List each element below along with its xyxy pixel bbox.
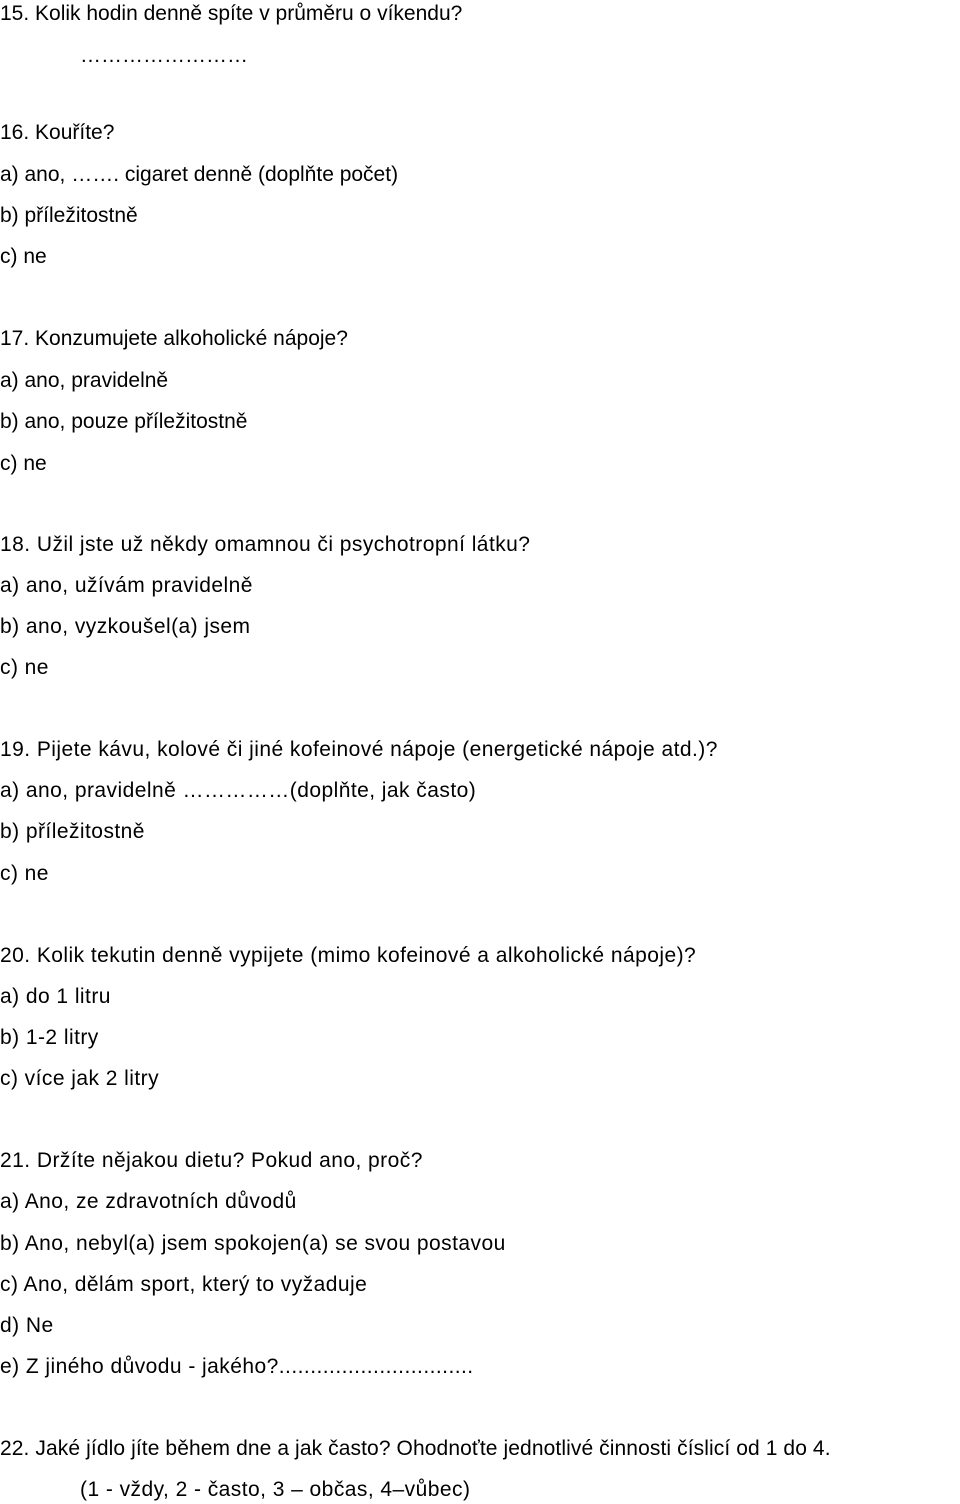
option-21b: b) Ano, nebyl(a) jsem spokojen(a) se svou postavou [0, 1232, 506, 1255]
option-18a: a) ano, užívám pravidelně [0, 574, 253, 597]
option-19b: b) příležitostně [0, 820, 145, 843]
question-18: 18. Užil jste už někdy omamnou či psychotropní látku? [0, 533, 531, 556]
option-18c: c) ne [0, 656, 49, 679]
option-21c: c) Ano, dělám sport, který to vyžaduje [0, 1273, 368, 1296]
question-15: 15. Kolik hodin denně spíte v průměru o víkendu? [0, 2, 463, 25]
option-21d: d) Ne [0, 1314, 54, 1337]
option-17b: b) ano, pouze příležitostně [0, 410, 248, 433]
option-17a: a) ano, pravidelně [0, 369, 169, 392]
question-17: 17. Konzumujete alkoholické nápoje? [0, 327, 348, 350]
option-16a: a) ano, ……. cigaret denně (doplňte počet) [0, 163, 399, 186]
option-16b: b) příležitostně [0, 204, 138, 227]
option-18b: b) ano, vyzkoušel(a) jsem [0, 615, 251, 638]
option-20c: c) více jak 2 litry [0, 1067, 160, 1090]
option-20a: a) do 1 litru [0, 985, 111, 1008]
rating-scale-note: (1 - vždy, 2 - často, 3 – občas, 4–vůbec) [80, 1478, 471, 1501]
option-17c: c) ne [0, 452, 47, 475]
question-22: 22. Jaké jídlo jíte během dne a jak často? Ohodnoťte jednotlivé činnosti číslicí od 1 do 4. [0, 1437, 831, 1460]
option-16c: c) ne [0, 245, 47, 268]
option-21a: a) Ano, ze zdravotních důvodů [0, 1190, 297, 1213]
option-21e: e) Z jiného důvodu - jakého?............................... [0, 1355, 474, 1378]
question-16: 16. Kouříte? [0, 121, 115, 144]
option-20b: b) 1-2 litry [0, 1026, 99, 1049]
option-19a: a) ano, pravidelně ……………(doplňte, jak často) [0, 779, 477, 802]
option-19c: c) ne [0, 862, 49, 885]
question-20: 20. Kolik tekutin denně vypijete (mimo kofeinové a alkoholické nápoje)? [0, 944, 697, 967]
question-19: 19. Pijete kávu, kolové či jiné kofeinové nápoje (energetické nápoje atd.)? [0, 738, 718, 761]
answer-blank-15: …………………… [80, 44, 248, 67]
question-21: 21. Držíte nějakou dietu? Pokud ano, proč? [0, 1149, 423, 1172]
